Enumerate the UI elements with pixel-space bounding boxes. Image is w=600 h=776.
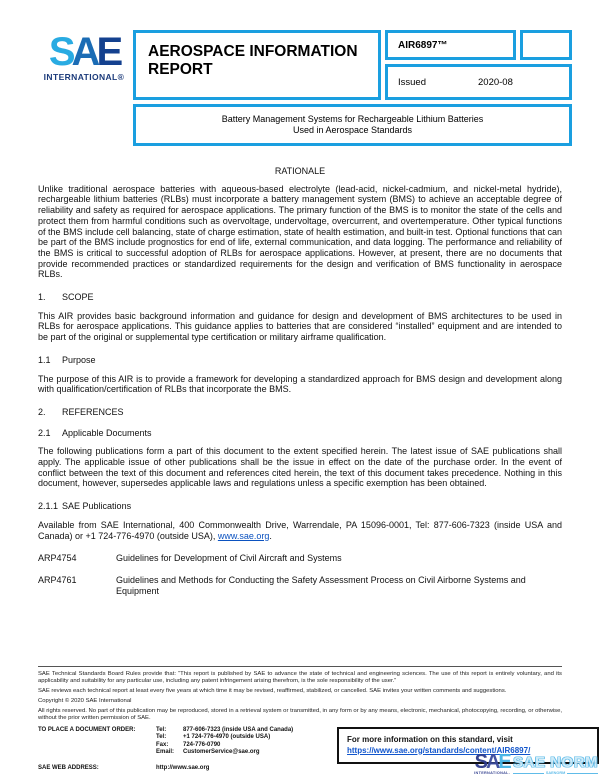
subtitle-line-1: Battery Management Systems for Rechargeable Lithium Batteries — [221, 113, 484, 124]
review-note-text: SAE reviews each technical report at least every five years at which time it may be revised, reaffirmed, stabilized, or cancelled. SAE invites your written comments and suggestions. — [38, 687, 507, 694]
section-title: REFERENCES — [62, 406, 124, 417]
section-number: 1.1 — [38, 354, 51, 365]
section-heading-applicable-documents — [38, 428, 562, 439]
web-address-value: http://www.sae.org — [156, 764, 210, 771]
web-address-row — [38, 765, 293, 773]
section-title: SCOPE — [62, 292, 94, 303]
section-heading-sae-publications — [38, 501, 562, 512]
scope-paragraph: This AIR provides basic background information and guidance for design and development of BMS architectures to be used in RLBs for aerospace applications. This guidance applies to batteries that are considered “installed” equipment and are intended to be part of the original or supplemental type certification or military airframe qualification. — [38, 310, 562, 343]
publication-row — [38, 553, 562, 564]
contact-row: Fax: 724-776-0790 — [156, 741, 221, 748]
fax-number: 724-776-0790 — [183, 741, 221, 748]
availability-paragraph: Available from SAE International, 400 Commonwealth Drive, Warrendale, PA 15096-0001, Tel: 877-606-7323 (inside USA and Canada) or +1 724-776-4970 (outside USA), www.sae.org. — [38, 519, 562, 541]
document-number: AIR6897™ — [385, 30, 516, 60]
watermark-international-text: INTERNATIONAL. — [474, 771, 511, 775]
footer-divider — [38, 666, 562, 667]
contact-row: Tel: 877-606-7323 (inside USA and Canada) — [156, 726, 294, 733]
web-address-label: SAE WEB ADDRESS: — [38, 764, 99, 771]
rationale-paragraph: Unlike traditional aerospace batteries with aqueous-based electrolyte (lead-acid, nickel-cadmium, and nickel-metal hydride), rechargeable lithium batteries (RLBs) must incorporate a battery management system (BMS) to achieve an acceptable degree of reliability and safety as required for aerospace applications. The primary function of the BMS is to monitor the state of the cells and protect them from harmful conditions such as overvoltage, undervoltage, overcurrent, and overtemperature. Other typical functions of the BMS include cell balancing, state of charge estimation, state of health estimation, and built-in test. Optional functions that can be part of the BMS include prognostics for end of life, external communication, and data logging. The performance and reliability of the BMS is critical to successful adoption of RLBs for aerospace applications. However, at present, there are no documents that provide recommended practices or standardized requirements for the design and verification of BMS functionality in aerospace RLBs. — [38, 183, 562, 280]
document-type-title: AEROSPACE INFORMATION REPORT — [133, 30, 381, 100]
revision-cell — [520, 30, 572, 60]
rationale-heading: RATIONALE — [274, 166, 326, 176]
order-label: TO PLACE A DOCUMENT ORDER: — [38, 726, 136, 733]
section-number: 1. — [38, 292, 46, 303]
sae-logo-icon: SAE — [48, 30, 120, 74]
publication-row — [38, 575, 562, 596]
document-header — [38, 30, 572, 146]
sae-org-link[interactable]: www.sae.org — [217, 530, 270, 541]
more-info-text: For more information on this standard, visit — [347, 734, 513, 744]
section-number: 2.1 — [38, 427, 51, 438]
watermark-tagline: SAENORM — [513, 771, 598, 775]
section-title: Applicable Documents — [62, 427, 152, 438]
section-number: 2.1.1 — [38, 501, 59, 512]
publication-code: ARP4754 — [38, 553, 77, 564]
publication-title: Guidelines and Methods for Conducting the Safety Assessment Process on Civil Airborne Systems and Equipment — [116, 574, 526, 596]
section-heading-scope — [38, 292, 562, 303]
section-heading-references — [38, 407, 562, 418]
publication-title: Guidelines for Development of Civil Aircraft and Systems — [116, 553, 342, 564]
section-heading-purpose — [38, 355, 562, 366]
tsb-rules-text: SAE Technical Standards Board Rules provide that: “This report is published by SAE to advance the state of technical and engineering sciences. The use of this report is entirely voluntary, and its applicability and suitability for any particular use, including any patent infringement arising therefrom, is the sole responsibility of the user.” — [38, 670, 562, 684]
section-number: 2. — [38, 406, 46, 417]
phone-number: +1 724-776-4970 (outside USA) — [183, 734, 271, 740]
phone-number: 877-606-7323 (inside USA and Canada) — [183, 726, 294, 733]
applicable-documents-paragraph: The following publications form a part of this document to the extent specified herein. The latest issue of SAE publications shall apply. The applicable issue of other publications shall be the issue in effect on the date of the purchase order. In the event of conflict between the text of this document and references cited herein, the text of this document takes precedence. Nothing in this document, however, supersedes applicable laws and regulations unless a specific exemption has been obtained. — [38, 446, 562, 489]
publication-code: ARP4761 — [38, 574, 77, 585]
document-subtitle — [133, 104, 572, 146]
contact-row: Email: CustomerService@sae.org — [156, 749, 260, 755]
watermark-norm-text: SAE NORM — [513, 754, 598, 771]
issued-label: Issued — [398, 76, 426, 88]
order-info — [38, 727, 293, 773]
section-title: SAE Publications — [62, 501, 132, 512]
watermark-sae-logo-icon: SAE — [474, 751, 510, 773]
issued-date: 2020-08 — [478, 76, 513, 88]
email-address: CustomerService@sae.org — [183, 749, 260, 755]
document-footer — [0, 666, 600, 773]
section-title: Purpose — [62, 354, 96, 365]
logo-international-text: INTERNATIONAL® — [43, 72, 125, 82]
contact-row: Tel: +1 724-776-4970 (outside USA) — [156, 734, 271, 740]
document-body — [38, 166, 562, 607]
purpose-paragraph: The purpose of this AIR is to provide a framework for developing a standardized approach for BMS design and development along with qualification/certification of RLBs that incorporate the BMS. — [38, 373, 562, 395]
more-info-box — [337, 727, 599, 764]
sae-international-logo — [38, 30, 130, 82]
rights-text: All rights reserved. No part of this publication may be reproduced, stored in a retrieval system or transmitted, in any form or by any means, electronic, mechanical, photocopying, recording, or otherwise, without the prior written permission of SAE. — [38, 707, 562, 721]
issued-row — [385, 64, 572, 100]
standard-url-link[interactable]: https://www.sae.org/standards/content/AIR6897/ — [347, 745, 531, 755]
subtitle-line-2: Used in Aerospace Standards — [292, 125, 413, 135]
copyright-text: Copyright © 2020 SAE International — [38, 697, 132, 704]
